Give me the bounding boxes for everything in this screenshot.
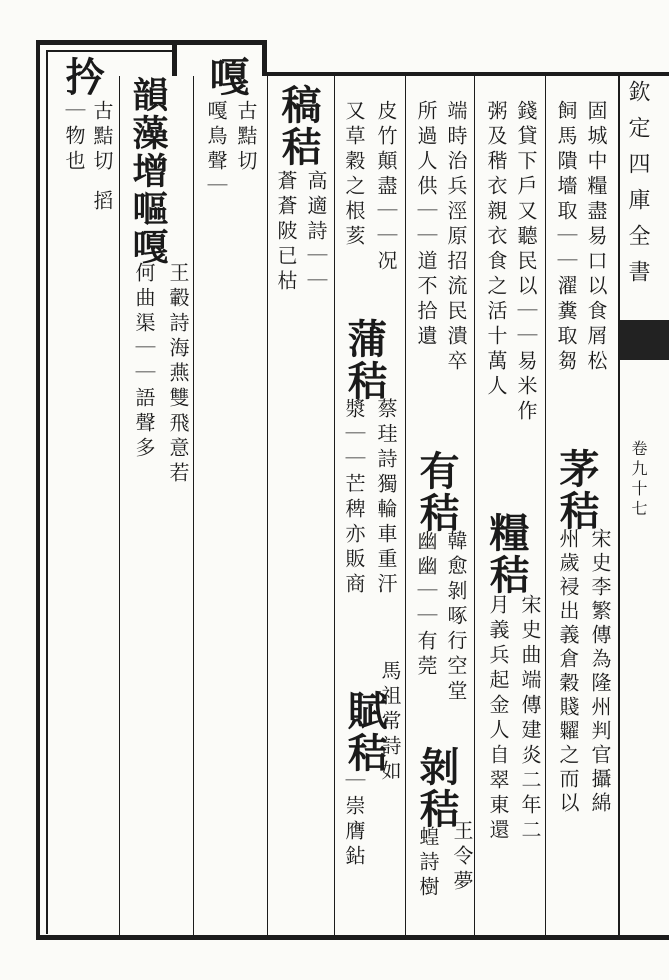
volume-label: 卷九十七 xyxy=(629,440,648,520)
book-title: 欽定四庫全書 xyxy=(625,80,650,296)
headword-yunzao: 韻藻增嘔嘎 xyxy=(127,76,169,266)
frame-tab-top xyxy=(176,40,266,45)
margin-divider-right xyxy=(618,72,620,940)
headword-pujie: 蒲秸 xyxy=(341,318,388,402)
frame-tab-right xyxy=(262,40,267,76)
annotation-jian-2: ｜物也 xyxy=(62,100,86,175)
headword-ga: 嘎 xyxy=(203,56,250,98)
text-column-7a: 所過人供｜｜道不拾遺 xyxy=(414,100,438,350)
annotation-youjie-1: 韓愈剝啄行空堂 xyxy=(444,530,468,705)
col-divider xyxy=(334,76,335,935)
annotation-yunzao-2: 何曲渠｜｜語聲多 xyxy=(132,262,156,462)
frame-left-inner xyxy=(46,50,48,934)
annotation-jian-1: 古黠切 xyxy=(90,100,114,175)
annotation-maojie-1: 宋史李繁傳為隆州判官攝綿 xyxy=(588,528,612,816)
headword-youjie: 有秸 xyxy=(413,450,460,534)
col-divider xyxy=(545,76,546,935)
annotation-ga-1: 古黠切 xyxy=(234,100,258,175)
col-divider xyxy=(193,76,194,935)
annotation-liangjie-1: 宋史曲端傳建炎二年二 xyxy=(518,594,542,844)
annotation-jian-3: 搯 xyxy=(90,190,114,215)
text-column-5b: 又草穀之根荄 xyxy=(342,100,366,250)
text-column-13b: 固城中糧盡易口以食屑松 xyxy=(584,100,608,375)
annotation-youjie-2: 幽幽｜｜有莞 xyxy=(414,530,438,680)
headword-maojie: 茅秸 xyxy=(553,448,600,532)
annotation-pujie-2: 漿｜｜芒稗亦販商 xyxy=(342,398,366,598)
margin-fishtail-mark xyxy=(620,320,669,360)
annotation-bojie-1: 王令夢 xyxy=(450,820,474,895)
annotation-liangjie-2: 月義兵起金人自翠東還 xyxy=(486,594,510,844)
annotation-gaojie-1: 高適詩｜｜ xyxy=(304,170,328,295)
frame-bottom xyxy=(36,935,669,940)
annotation-yunzao-1: 王轂詩海燕雙飛意若 xyxy=(166,262,190,487)
frame-top-inner xyxy=(46,50,172,52)
col-divider xyxy=(119,76,120,935)
text-column-10b: 錢貸下戶又聽民以｜｜易米作 xyxy=(514,100,538,425)
frame-tab-left xyxy=(172,40,177,76)
text-column-5a: 皮竹顛盡｜｜况 xyxy=(374,100,398,275)
frame-top-left xyxy=(36,40,176,45)
frame-top-right xyxy=(262,72,669,76)
headword-gaojie: 稿秸 xyxy=(275,84,322,168)
text-column-7b: 端時治兵涇原招流民潰卒 xyxy=(444,100,468,375)
frame-left xyxy=(36,40,40,940)
headword-fujie: 賦秸 xyxy=(341,690,388,774)
annotation-fujie-1: 馬祖常詩如 xyxy=(378,660,402,785)
col-divider xyxy=(474,76,475,935)
headword-jian: 扲 xyxy=(59,56,106,98)
annotation-gaojie-2: 蒼蒼陂已枯 xyxy=(274,170,298,295)
annotation-pujie-1: 蔡珪詩獨輪車重汗 xyxy=(374,398,398,598)
col-divider xyxy=(405,76,406,935)
text-column-13a: 飼馬隤墻取｜｜濯糞取芻 xyxy=(554,100,578,375)
headword-bojie: 剝秸 xyxy=(413,746,460,830)
annotation-ga-2: 嘎鳥聲｜ xyxy=(204,100,228,200)
annotation-fujie-2: ｜崇膺鉆 xyxy=(342,770,366,870)
text-column-10a: 粥及稭衣親衣食之活十萬人 xyxy=(484,100,508,400)
annotation-bojie-2: 蝗詩樹 xyxy=(416,826,440,901)
col-divider xyxy=(267,76,268,935)
annotation-maojie-2: 州歲祲出義倉穀賤糶之而以 xyxy=(556,528,580,816)
headword-liangjie: 糧秸 xyxy=(483,512,530,596)
